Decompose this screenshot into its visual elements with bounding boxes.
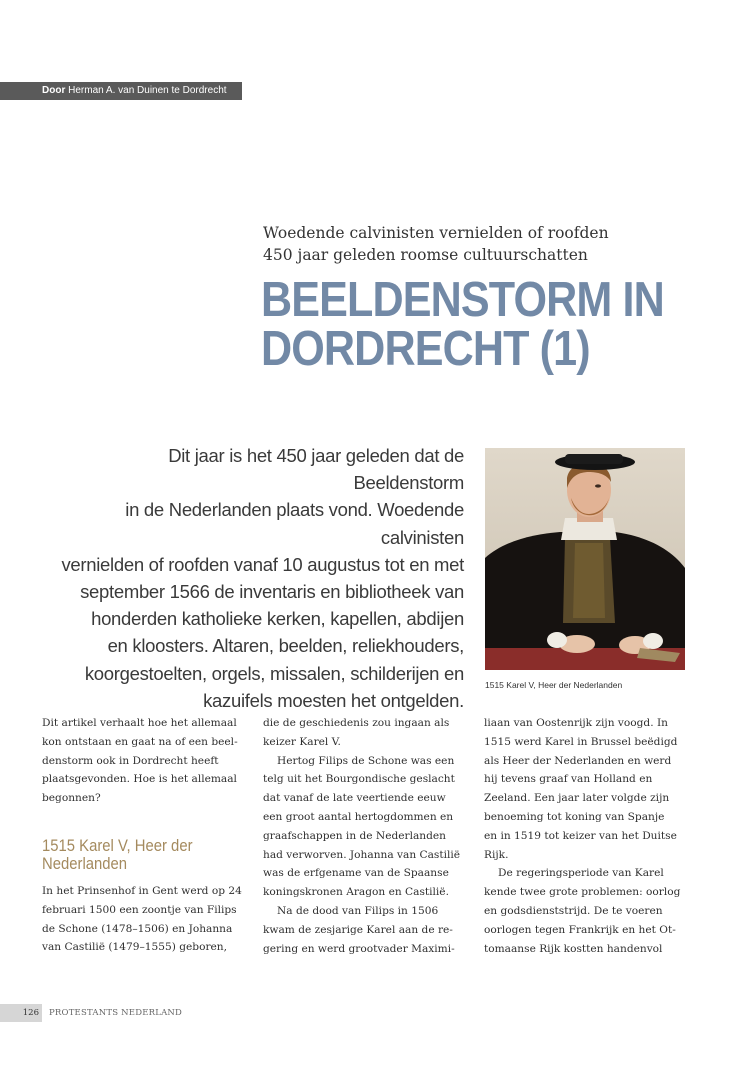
body-paragraph [263,752,473,902]
text-line: hij tevens graaf van Holland en [484,773,653,786]
text-line: tomaanse Rijk kostten handenvol [484,942,663,955]
text-line: In het Prinsenhof in Gent werd op 24 [42,884,242,897]
text-line: keizer Karel V. [263,735,341,748]
byline [0,82,242,100]
text-line: als Heer der Nederlanden en werd [484,754,672,767]
text-line: Na de dood van Filips in 1506 [277,904,439,917]
text-line: denstorm ook in Dordrecht heeft [42,754,219,767]
text-line: een groot aantal hertogdommen en [263,810,454,823]
body-paragraph [263,902,473,958]
title-line: DORDRECHT (1) [261,322,590,376]
text-line: Dit artikel verhaalt hoe het allemaal [42,717,237,729]
text-line: begonnen? [42,792,101,805]
text-column-1 [42,714,252,957]
lead-line: september 1566 de inventaris en bibliotheek van [80,581,464,603]
heading-line: 1515 Karel V, Heer der [42,836,193,855]
lead-line: honderden katholieke kerken, kapellen, abdijen [91,608,464,630]
text-line: gering en werd grootvader Maximi- [263,942,455,955]
text-line: graafschappen in de Nederlanden [263,829,446,842]
text-line: kon ontstaan en gaat na of een beel- [42,735,238,748]
text-line: liaan van Oostenrijk zijn voogd. In [484,717,668,729]
text-line: plaatsgevonden. Hoe is het allemaal [42,773,237,786]
section-heading [42,837,249,873]
text-line: van Castilië (1479–1555) geboren, [42,941,227,954]
text-line: 1515 werd Karel in Brussel beëdigd [484,735,678,748]
lead-line: en kloosters. Altaren, beelden, reliekhouders, [107,635,464,657]
text-line: kende twee grote problemen: oorlog [484,886,681,899]
lead-line: in de Nederlanden plaats vond. Woedende calvinisten [125,499,464,548]
text-line: Rijk. [484,848,509,861]
portrait-painting [485,448,685,670]
text-line: telg uit het Bourgondische geslacht [263,773,455,786]
subtitle-line: 450 jaar geleden roomse cultuurschatten [263,246,588,264]
text-line: benoeming tot koning van Spanje [484,810,665,823]
intro-paragraph [42,714,252,808]
title-line: BEELDENSTORM IN [261,273,664,327]
text-line: Hertog Filips de Schone was een [277,754,455,767]
text-line: februari 1500 een zoontje van Filips [42,903,237,916]
text-line: kwam de zesjarige Karel aan de re- [263,923,453,936]
lead-line: vernielden of roofden vanaf 10 augustus tot en met [61,553,464,575]
text-line: en in 1519 tot keizer van het Duitse [484,829,677,842]
body-paragraph [484,864,694,958]
text-column-3 [484,714,694,958]
subtitle [263,222,683,266]
lead-line: Dit jaar is het 450 jaar geleden dat de Beeldenstorm [168,445,464,494]
text-line: Zeeland. Een jaar later volgde zijn [484,792,670,805]
text-line: dat vanaf de late veertiende eeuw [263,792,446,805]
text-line: die de geschiedenis zou ingaan als [263,717,450,729]
text-line: koningskronen Aragon en Castilië. [263,886,449,899]
publication-name: PROTESTANTS NEDERLAND [49,1008,183,1018]
page-number: 126 [0,1004,42,1022]
lead-line: kazuifels moesten het ontgelden. [203,689,464,711]
byline-author: Herman A. van Duinen te Dordrecht [68,85,227,96]
text-line: had verworven. Johanna van Castilië [263,848,461,861]
lead-paragraph [60,442,464,714]
lead-line: koorgestoelten, orgels, missalen, schilderijen en [84,662,464,684]
text-line: was de erfgename van de Spaanse [263,867,449,880]
text-line: De regeringsperiode van Karel [498,867,664,880]
text-line: de Schone (1478–1506) en Johanna [42,922,233,935]
body-paragraph [263,714,473,752]
text-line: en godsdienststrijd. De te voeren [484,904,663,917]
page-title [261,273,666,376]
text-column-2 [263,714,473,958]
text-line: oorlogen tegen Frankrijk en het Ot- [484,923,676,936]
image-caption: 1515 Karel V, Heer der Nederlanden [485,680,623,690]
body-paragraph [42,882,252,957]
byline-prefix: Door [42,85,66,96]
portrait-image [485,448,685,670]
body-paragraph [484,714,694,864]
subtitle-line: Woedende calvinisten vernielden of roofden [263,224,609,242]
heading-line: Nederlanden [42,854,128,873]
